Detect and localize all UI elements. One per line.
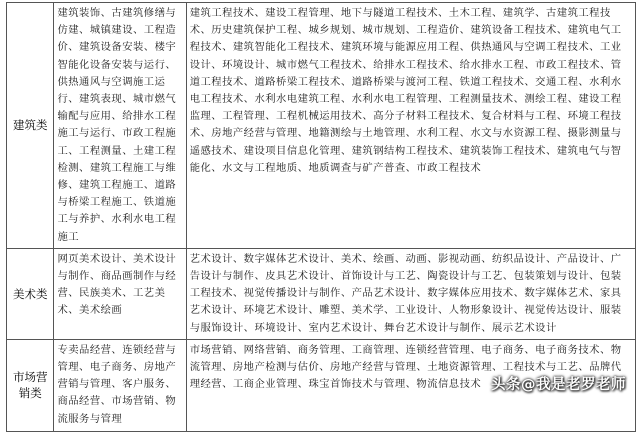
- table-row-architecture: [7, 3, 636, 249]
- category-cell: [7, 3, 54, 249]
- category-label: 市场营销类: [12, 370, 48, 401]
- majors-table: [6, 2, 636, 432]
- vocational-majors-cell: 网页美术设计、美术设计与制作、商品画制作与经营、民族美术、工艺美术、美术绘画: [54, 248, 186, 339]
- source-watermark: 头条@我是老罗老师: [491, 377, 626, 393]
- category-label: 建筑类: [12, 118, 48, 133]
- vocational-majors-cell: 专卖品经营、连锁经营与管理、电子商务、房地产营销与管理、客户服务、商品经营、市场营销、物流服务与管理: [54, 339, 186, 431]
- table-row-fine-arts: [7, 248, 636, 339]
- higher-majors-cell: 艺术设计、数字媒体艺术设计、美术、绘画、动画、影视动画、纺织品设计、产品设计、广告设计与制作、皮具艺术设计、首饰设计与工艺、陶瓷设计与工艺、包装策划与设计、包装工程技术、视觉传播设计与制作、产品艺术设计、数字媒体应用技术、数字媒体艺术、家具艺术设计、环境艺术设计、雕塑、美术学、工业设计、人物形象设计、视觉传达设计、服装与服饰设计、环境设计、室内艺术设计、舞台艺术设计与制作、展示艺术设计: [186, 248, 635, 339]
- higher-majors-cell: 建筑工程技术、建设工程管理、地下与隧道工程技术、土木工程、建筑学、古建筑工程技术、历史建筑保护工程、城乡规划、城市规划、工程造价、建筑设备工程技术、建筑电气工程技术、建筑智能化工程技术、建筑环境与能源应用工程、供热通风与空调工程技术、工业设计、环境设计、城市燃气工程技术、给排水工程技术、给水排水工程、市政工程技术、管道工程技术、道路桥梁工程技术、道路桥梁与渡河工程、铁道工程技术、交通工程、水利水电工程技术、水利水电建筑工程、水利水电工程管理、工程测量技术、测绘工程、建设工程监理、工程管理、工程机械运用技术、高分子材料工程技术、复合材料与工程、环境工程技术、房地产经营与管理、地籍测绘与土地管理、水利工程、水文与水资源工程、摄影测量与遥感技术、建设项目信息化管理、建筑钢结构工程技术、建筑装饰工程技术、建筑电气与智能化、水文与工程地质、地质调查与矿产普查、市政工程技术: [186, 3, 635, 249]
- majors-table-container: [6, 2, 636, 425]
- higher-majors-cell: 市场营销、网络营销、商务管理、工商管理、连锁经营管理、电子商务、电子商务技术、物流管理、房地产检测与估价、房地产经营与管理、土地资源管理、工程技术与工艺、品牌代理经营、工商企业管理、珠宝首饰技术与管理、物流信息技术: [186, 339, 635, 431]
- category-cell: [7, 339, 54, 431]
- category-label: 美术类: [12, 286, 48, 301]
- category-cell: [7, 248, 54, 339]
- vocational-majors-cell: 建筑装饰、古建筑修缮与仿建、城镇建设、工程造价、建筑设备安装、楼宇智能化设备安装与运行、供热通风与空调施工运行、建筑表现、城市燃气输配与应用、给排水工程施工与运行、市政工程施工、工程测量、土建工程检测、建筑工程施工与维修、建筑工程施工、道路与桥梁工程施工、铁道施工与养护、水利水电工程施工: [54, 3, 186, 249]
